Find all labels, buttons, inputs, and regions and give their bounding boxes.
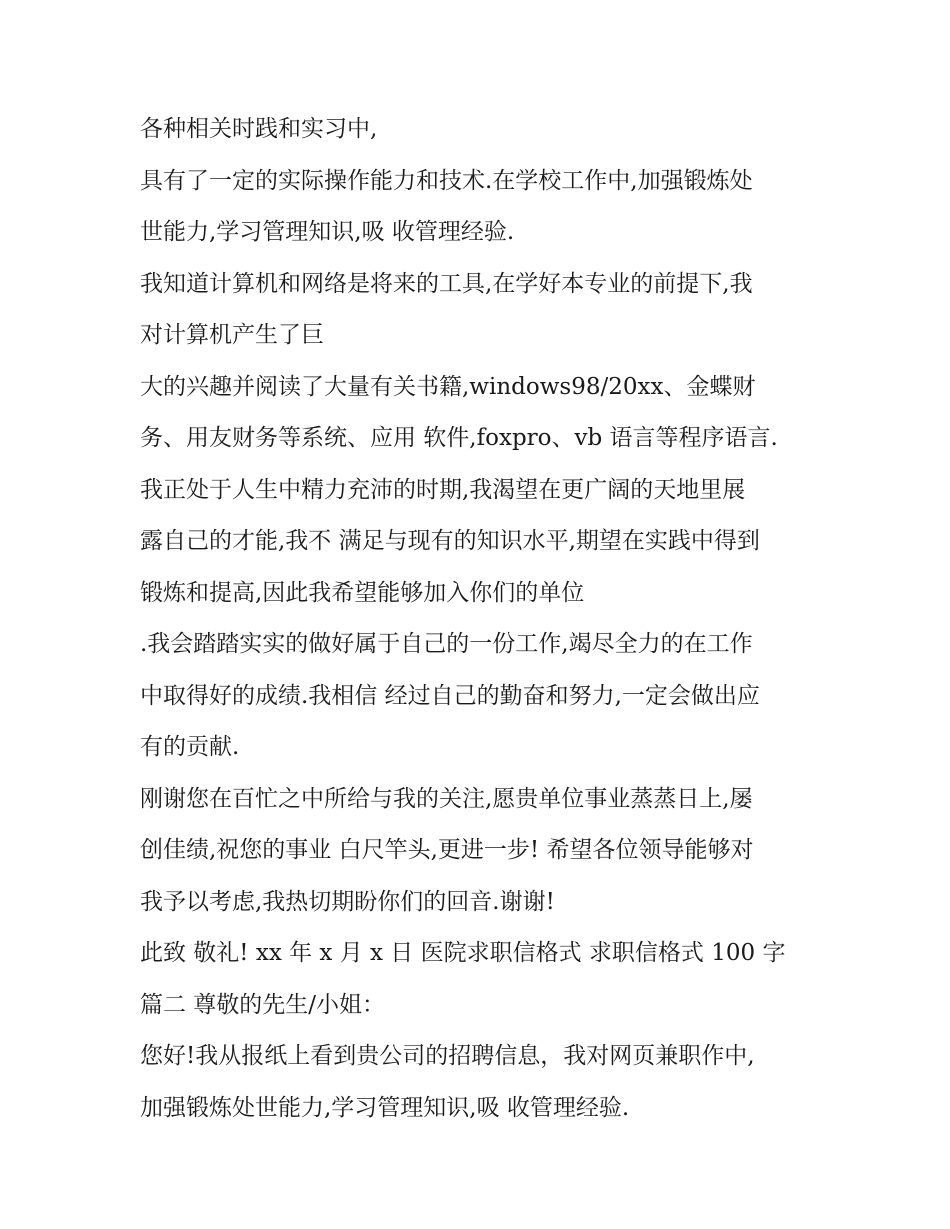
text-line-9: 露自己的才能,我不 满足与现有的知识水平,期望在实践中得到 bbox=[140, 528, 760, 554]
text-line-13: 有的贡献. bbox=[140, 734, 240, 760]
text-line-16: 我予以考虑,我热切期盼你们的回音.谢谢! bbox=[140, 888, 555, 915]
text-line-5: 对计算机产生了巨 bbox=[140, 322, 324, 348]
text-line-11: .我会踏踏实实的做好属于自己的一份工作,竭尽全力的在工作 bbox=[140, 631, 753, 657]
text-line-19: 您好!我从报纸上看到贵公司的招聘信息，我对网页兼职作中, bbox=[140, 1043, 755, 1069]
text-line-20: 加强锻炼处世能力,学习管理知识,吸 收管理经验. bbox=[140, 1094, 630, 1121]
text-line-7: 务、用友财务等系统、应用 软件,foxpro、vb 语言等程序语言. bbox=[140, 425, 778, 451]
text-line-18: 篇二 尊敬的先生/小姐： bbox=[140, 991, 386, 1018]
text-line-8: 我正处于人生中精力充沛的时期,我渴望在更广阔的天地里展 bbox=[140, 476, 746, 503]
text-line-17: 此致 敬礼! xx 年 x 月 x 日 医院求职信格式 求职信格式 100 字 bbox=[140, 940, 786, 966]
text-line-4: 我知道计算机和网络是将来的工具,在学好本专业的前提下,我 bbox=[140, 270, 753, 297]
text-line-10: 锻炼和提高,因此我希望能够加入你们的单位 bbox=[140, 579, 585, 606]
text-line-15: 创佳绩,祝您的事业 白尺竿头,更进一步! 希望各位领导能够对 bbox=[140, 837, 754, 863]
text-line-1: 各种相关时践和实习中, bbox=[140, 116, 378, 142]
text-line-14: 刚谢您在百忙之中所给与我的关注,愿贵单位事业蒸蒸日上,屡 bbox=[140, 785, 753, 812]
text-line-12: 中取得好的成绩.我相信 经过自己的勤奋和努力,一定会做出应 bbox=[140, 682, 760, 709]
text-line-3: 世能力,学习管理知识,吸 收管理经验. bbox=[140, 219, 515, 245]
text-line-6: 大的兴趣并阅读了大量有关书籍,windows98/20xx、金蝶财 bbox=[140, 373, 756, 400]
document-body bbox=[140, 104, 820, 1134]
text-line-2: 具有了一定的实际操作能力和技术.在学校工作中,加强锻炼处 bbox=[140, 167, 753, 194]
